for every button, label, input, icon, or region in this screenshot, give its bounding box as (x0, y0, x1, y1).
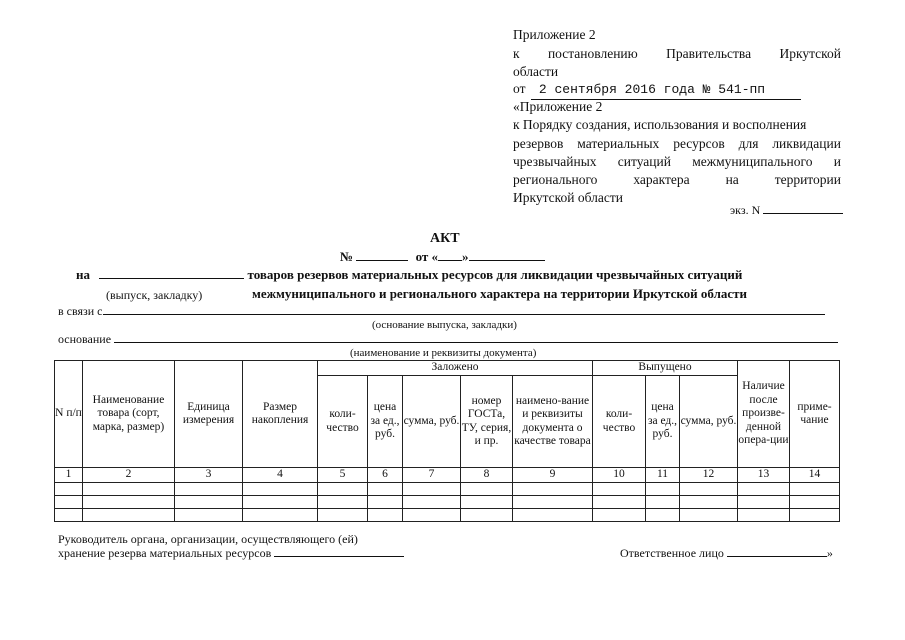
table-cell[interactable] (175, 509, 243, 522)
basis-label: основание (58, 332, 112, 346)
header-note: приме-чание (790, 361, 840, 468)
order-word: резервов (513, 136, 564, 151)
order-word: регионального (513, 172, 598, 187)
table-row[interactable] (55, 509, 840, 522)
table-cell[interactable] (646, 509, 680, 522)
order-line-5: Иркутской области (513, 190, 624, 205)
table-cell[interactable] (83, 496, 175, 509)
column-number: 14 (790, 468, 840, 483)
table-cell[interactable] (738, 509, 790, 522)
table-cell[interactable] (175, 483, 243, 496)
column-number: 11 (646, 468, 680, 483)
column-number: 10 (593, 468, 646, 483)
release-field[interactable] (99, 278, 244, 279)
table-cell[interactable] (593, 509, 646, 522)
header-price: цена за ед., руб. (368, 376, 403, 468)
table-cell[interactable] (738, 483, 790, 496)
header-rel-sum: сумма, руб. (680, 376, 738, 468)
header-laid-group: Заложено (318, 361, 593, 376)
act-day-field[interactable] (438, 260, 462, 261)
table-cell[interactable] (461, 483, 513, 496)
table-cell[interactable] (646, 496, 680, 509)
act-number-line (340, 249, 545, 265)
number-label: № (340, 249, 354, 264)
responsible-line (620, 546, 833, 561)
table-cell[interactable] (461, 509, 513, 522)
order-word: на (725, 172, 739, 187)
header-doc: наимено-вание и реквизиты документа о качестве товара (513, 376, 593, 468)
header-size: Размер накопления (243, 361, 318, 468)
table-cell[interactable] (461, 496, 513, 509)
responsible-label: Ответственное лицо (620, 546, 724, 560)
head-line-1: Руководитель органа, организации, осуществляющего (ей) (58, 532, 358, 546)
header-rel-price: цена за ед., руб. (646, 376, 680, 468)
subject-text-2: межмуниципального и регионального характера на территории Иркутской области (252, 286, 748, 301)
resolution-word: Правительства (666, 46, 752, 61)
table-cell[interactable] (55, 509, 83, 522)
act-title: АКТ (430, 231, 460, 246)
table-cell[interactable] (55, 483, 83, 496)
column-number: 7 (403, 468, 461, 483)
appendix2-label: «Приложение 2 (513, 99, 603, 114)
header-sum: сумма, руб. (403, 376, 461, 468)
table-cell[interactable] (368, 496, 403, 509)
header-qty: коли-чество (318, 376, 368, 468)
in-connection-field[interactable] (103, 314, 825, 315)
order-line-2 (513, 134, 841, 153)
table-cell[interactable] (55, 496, 83, 509)
order-word: характера (633, 172, 690, 187)
basis-hint: (наименование и реквизиты документа) (350, 347, 537, 359)
table-cell[interactable] (680, 509, 738, 522)
from-label: от « (415, 249, 439, 264)
table-row[interactable] (55, 496, 840, 509)
resolution-line (513, 44, 841, 63)
header-presence: Наличие после произве-денной опера-ции (738, 361, 790, 468)
order-word: ликвидации (772, 136, 841, 151)
header-released-group: Выпущено (593, 361, 738, 376)
act-number-field[interactable] (356, 260, 408, 261)
responsible-close: » (826, 546, 833, 560)
column-number: 2 (83, 468, 175, 483)
copy-number (730, 203, 843, 218)
column-number: 1 (55, 468, 83, 483)
basis-field[interactable] (114, 342, 838, 343)
table-cell[interactable] (513, 483, 593, 496)
table-cell[interactable] (646, 483, 680, 496)
region-label: области (513, 64, 559, 79)
in-connection-hint: (основание выпуска, закладки) (372, 319, 517, 331)
appendix-label: Приложение 2 (513, 27, 596, 42)
on-label: на (76, 267, 90, 282)
act-table (54, 360, 840, 522)
table-cell[interactable] (318, 483, 368, 496)
resolution-word: к (513, 46, 520, 61)
header-rel-qty: коли-чество (593, 376, 646, 468)
order-word: ресурсов (673, 136, 725, 151)
table-cell[interactable] (403, 496, 461, 509)
order-line-4 (513, 170, 841, 189)
table-cell[interactable] (368, 483, 403, 496)
responsible-signature-field[interactable] (727, 556, 827, 557)
in-connection-line (58, 304, 825, 319)
date-value: 2 сентября 2016 года № 541-пп (531, 80, 801, 100)
order-word: межмуниципального (692, 154, 813, 169)
basis-line (58, 332, 838, 347)
table-cell[interactable] (790, 483, 840, 496)
column-number: 12 (680, 468, 738, 483)
table-cell[interactable] (403, 483, 461, 496)
column-number: 9 (513, 468, 593, 483)
table-cell[interactable] (680, 496, 738, 509)
subject-text-1: товаров резервов материальных ресурсов для ликвидации чрезвычайных ситуаций (247, 267, 743, 282)
resolution-word: постановлению (547, 46, 638, 61)
order-word: чрезвычайных (513, 154, 597, 169)
table-cell[interactable] (680, 483, 738, 496)
column-number: 4 (243, 468, 318, 483)
order-word: и (833, 154, 841, 169)
column-number: 3 (175, 468, 243, 483)
in-connection-label: в связи с (58, 304, 103, 318)
table-cell[interactable] (83, 483, 175, 496)
table-cell[interactable] (513, 496, 593, 509)
table-cell[interactable] (243, 483, 318, 496)
copy-number-field[interactable] (763, 213, 843, 214)
column-number: 6 (368, 468, 403, 483)
table-cell[interactable] (593, 496, 646, 509)
head-label: хранение резерва материальных ресурсов (58, 546, 272, 560)
header-name: Наименование товара (сорт, марка, размер) (83, 361, 175, 468)
table-cell[interactable] (318, 509, 368, 522)
from-close: » (462, 249, 469, 264)
table-cell[interactable] (790, 509, 840, 522)
table-cell[interactable] (318, 496, 368, 509)
order-line-3 (513, 152, 841, 171)
date-prefix: от (513, 81, 526, 96)
head-line-2 (58, 546, 404, 561)
resolution-word: Иркутской (779, 46, 841, 61)
table-cell[interactable] (738, 496, 790, 509)
order-word: материальных (577, 136, 660, 151)
act-month-field[interactable] (469, 260, 545, 261)
order-word: территории (774, 172, 841, 187)
order-word: для (738, 136, 759, 151)
table-cell[interactable] (790, 496, 840, 509)
table-cell[interactable] (593, 483, 646, 496)
head-signature-field[interactable] (274, 556, 404, 557)
table-cell[interactable] (368, 509, 403, 522)
act-subject-line1 (76, 267, 742, 283)
table-row[interactable] (55, 483, 840, 496)
header-unit: Единица измерения (175, 361, 243, 468)
header-gost: номер ГОСТа, ТУ, серия, и пр. (461, 376, 513, 468)
table-cell[interactable] (243, 509, 318, 522)
column-number: 5 (318, 468, 368, 483)
table-cell[interactable] (175, 496, 243, 509)
table-cell[interactable] (243, 496, 318, 509)
release-hint: (выпуск, закладку) (106, 288, 203, 302)
column-number: 8 (461, 468, 513, 483)
order-word: ситуаций (617, 154, 671, 169)
table-cell[interactable] (403, 509, 461, 522)
copy-label: экз. N (730, 203, 761, 217)
table-cell[interactable] (513, 509, 593, 522)
order-line-1: к Порядку создания, использования и восполнения (513, 117, 807, 132)
column-number: 13 (738, 468, 790, 483)
header-no: N п/п (55, 361, 83, 468)
table-cell[interactable] (83, 509, 175, 522)
